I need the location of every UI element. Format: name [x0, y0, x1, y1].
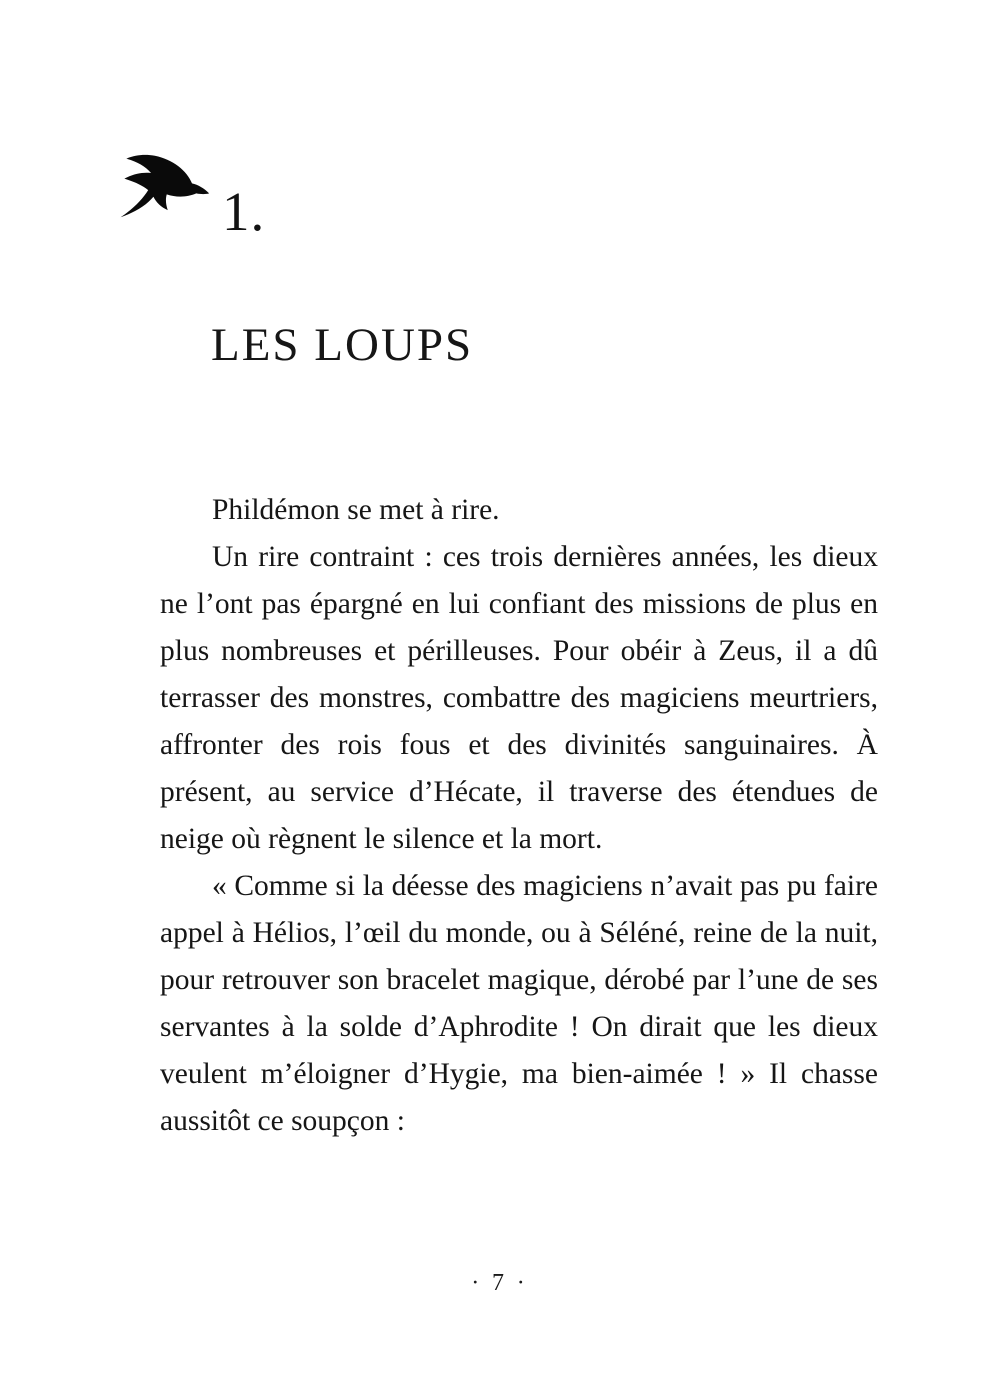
- page-footer: [0, 1270, 1000, 1297]
- chapter-body: [160, 487, 878, 1145]
- bird-icon: [112, 148, 212, 236]
- paragraph-2: Un rire contraint : ces trois dernières années, les dieux ne l’ont pas épargné en lui confiant des missions de plus en plus nombreuses et périlleuses. Pour obéir à Zeus, il a dû terrasser des monstres, combattre des magiciens meurtriers, affronter des rois fous et des divinités sanguinaires. À présent, au service d’Hécate, il traverse des étendues de neige où règnent le silence et la mort.: [160, 541, 878, 855]
- chapter-header: [112, 148, 266, 242]
- chapter-title: LES LOUPS: [211, 319, 474, 371]
- paragraph-1: Phildémon se met à rire.: [212, 494, 500, 526]
- page-number: · 7 ·: [471, 1270, 529, 1296]
- paragraph-3: « Comme si la déesse des magiciens n’avait pas pu faire appel à Hélios, l’œil du monde, ou à Séléné, reine de la nuit, pour retrouver son bracelet magique, dérobé par l’une de ses servantes à la solde d’Aphrodite ! On dirait que les dieux veulent m’éloigner d’Hygie, ma bien-aimée ! » Il chasse aussitôt ce soupçon :: [160, 870, 878, 1137]
- chapter-number: 1.: [222, 180, 266, 242]
